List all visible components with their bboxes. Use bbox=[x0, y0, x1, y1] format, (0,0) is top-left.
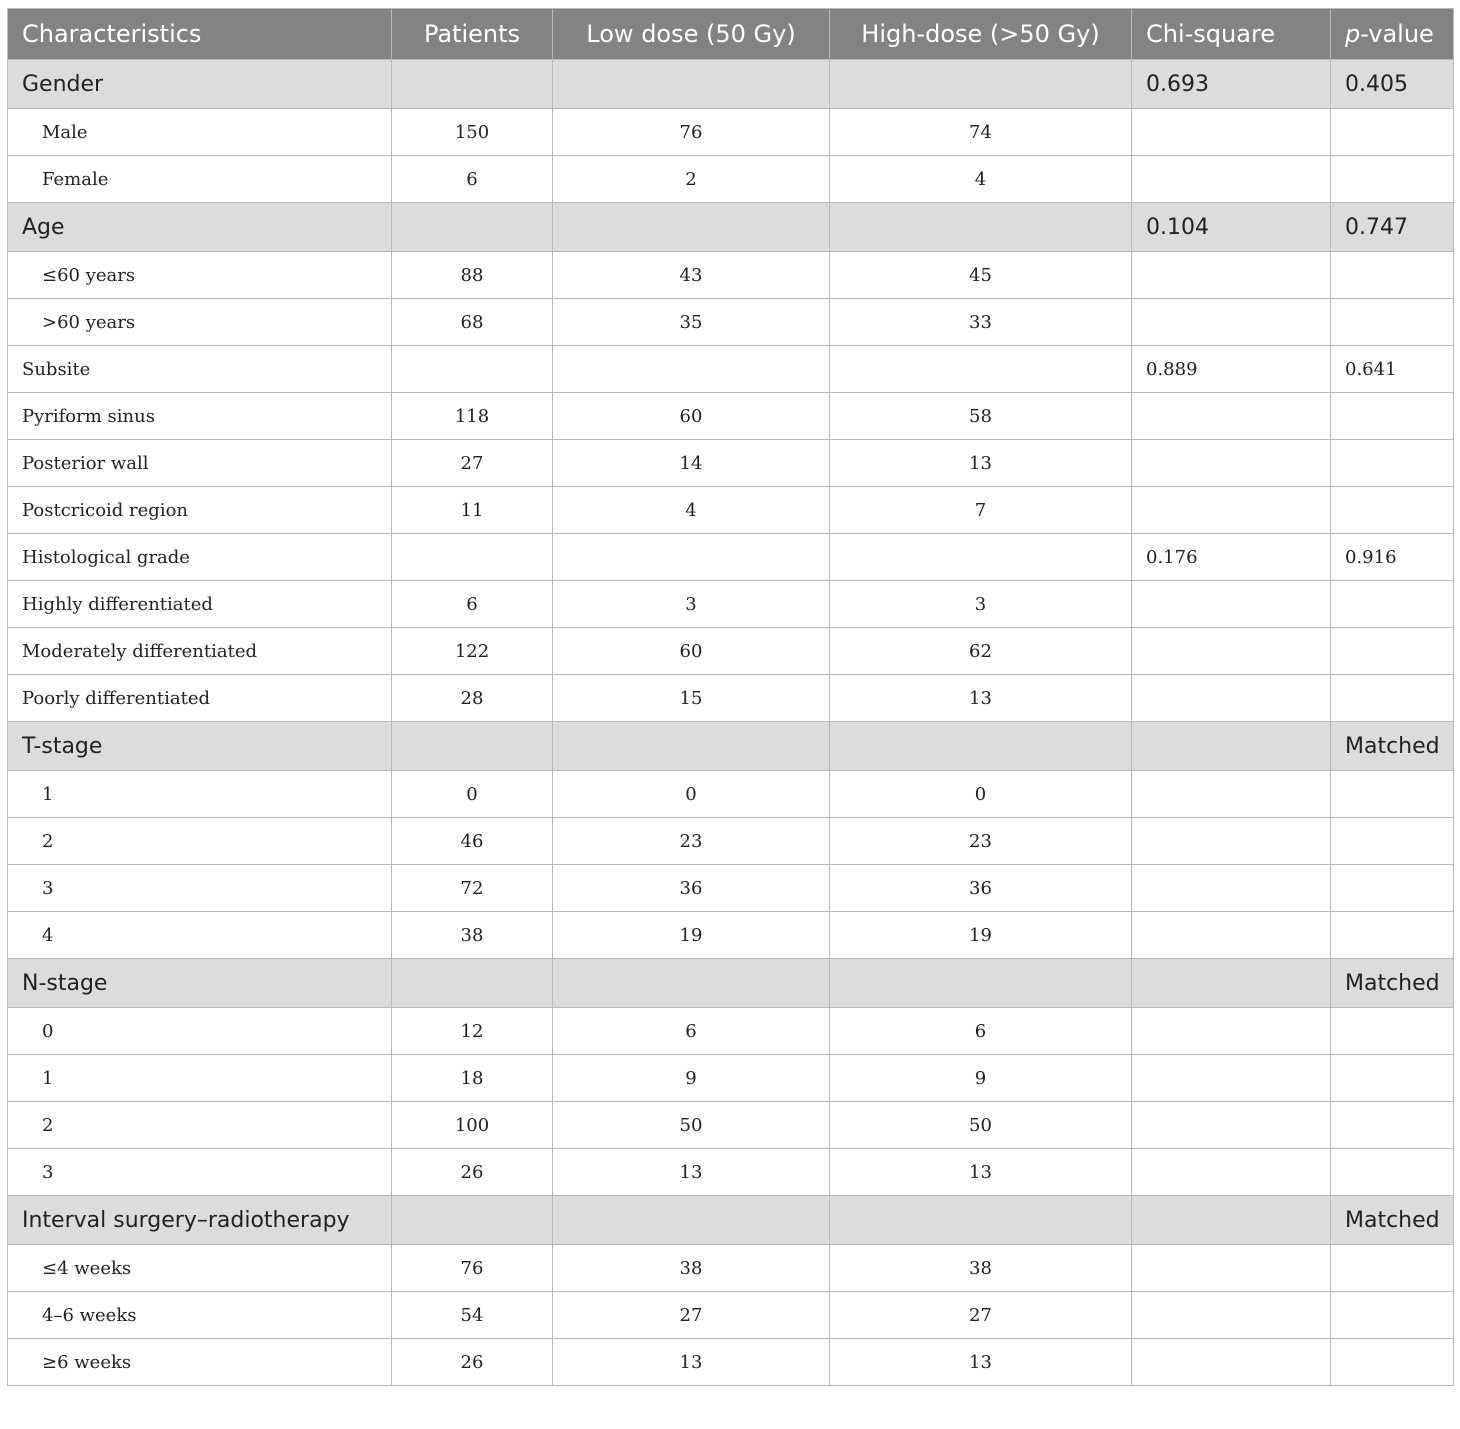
p-value-cell: Matched bbox=[1331, 959, 1454, 1008]
p-value-cell bbox=[1331, 628, 1454, 675]
high-dose-cell bbox=[830, 959, 1132, 1008]
high-dose-cell: 0 bbox=[830, 771, 1132, 818]
row-label: 3 bbox=[8, 865, 392, 912]
patients-cell: 0 bbox=[392, 771, 553, 818]
patients-cell bbox=[392, 534, 553, 581]
header-p-value bbox=[1331, 9, 1454, 60]
high-dose-cell: 36 bbox=[830, 865, 1132, 912]
patients-cell: 150 bbox=[392, 109, 553, 156]
header-patients: Patients bbox=[392, 9, 553, 60]
chi-square-cell bbox=[1132, 1102, 1331, 1149]
low-dose-cell bbox=[553, 722, 830, 771]
p-value-cell: 0.405 bbox=[1331, 60, 1454, 109]
chi-square-cell: 0.693 bbox=[1132, 60, 1331, 109]
high-dose-cell: 4 bbox=[830, 156, 1132, 203]
p-value-cell bbox=[1331, 912, 1454, 959]
patients-cell bbox=[392, 203, 553, 252]
table-row bbox=[8, 1055, 1454, 1102]
row-label: Postcricoid region bbox=[8, 487, 392, 534]
table-row bbox=[8, 299, 1454, 346]
high-dose-cell: 33 bbox=[830, 299, 1132, 346]
p-value-cell: 0.747 bbox=[1331, 203, 1454, 252]
p-value-cell bbox=[1331, 675, 1454, 722]
category-label: N-stage bbox=[8, 959, 392, 1008]
patients-cell: 46 bbox=[392, 818, 553, 865]
table-row bbox=[8, 156, 1454, 203]
p-value-cell bbox=[1331, 771, 1454, 818]
chi-square-cell bbox=[1132, 156, 1331, 203]
p-value-cell bbox=[1331, 109, 1454, 156]
low-dose-cell: 15 bbox=[553, 675, 830, 722]
table-row bbox=[8, 865, 1454, 912]
category-row bbox=[8, 60, 1454, 109]
table-row bbox=[8, 771, 1454, 818]
header-high-dose: High-dose (>50 Gy) bbox=[830, 9, 1132, 60]
row-label: Highly differentiated bbox=[8, 581, 392, 628]
high-dose-cell bbox=[830, 1196, 1132, 1245]
patients-cell: 11 bbox=[392, 487, 553, 534]
chi-square-cell bbox=[1132, 1196, 1331, 1245]
category-label: T-stage bbox=[8, 722, 392, 771]
patients-cell: 6 bbox=[392, 581, 553, 628]
p-value-cell bbox=[1331, 1149, 1454, 1196]
table-row bbox=[8, 818, 1454, 865]
patients-cell: 54 bbox=[392, 1292, 553, 1339]
high-dose-cell: 58 bbox=[830, 393, 1132, 440]
chi-square-cell: 0.889 bbox=[1132, 346, 1331, 393]
low-dose-cell: 23 bbox=[553, 818, 830, 865]
row-label: 4 bbox=[8, 912, 392, 959]
patients-cell bbox=[392, 60, 553, 109]
row-label: 2 bbox=[8, 818, 392, 865]
p-value-cell bbox=[1331, 581, 1454, 628]
row-label: Female bbox=[8, 156, 392, 203]
chi-square-cell bbox=[1132, 299, 1331, 346]
row-label: Poorly differentiated bbox=[8, 675, 392, 722]
header-chi-square: Chi-square bbox=[1132, 9, 1331, 60]
high-dose-cell: 23 bbox=[830, 818, 1132, 865]
patients-cell bbox=[392, 959, 553, 1008]
high-dose-cell: 3 bbox=[830, 581, 1132, 628]
p-value-cell bbox=[1331, 393, 1454, 440]
low-dose-cell bbox=[553, 534, 830, 581]
high-dose-cell: 13 bbox=[830, 1339, 1132, 1386]
table-row bbox=[8, 1339, 1454, 1386]
p-value-cell bbox=[1331, 1339, 1454, 1386]
p-value-cell: 0.641 bbox=[1331, 346, 1454, 393]
row-label: ≤60 years bbox=[8, 252, 392, 299]
table-row bbox=[8, 675, 1454, 722]
patients-cell bbox=[392, 722, 553, 771]
patients-cell: 6 bbox=[392, 156, 553, 203]
high-dose-cell: 62 bbox=[830, 628, 1132, 675]
chi-square-cell bbox=[1132, 865, 1331, 912]
low-dose-cell: 0 bbox=[553, 771, 830, 818]
category-row bbox=[8, 722, 1454, 771]
patients-cell: 72 bbox=[392, 865, 553, 912]
chi-square-cell bbox=[1132, 959, 1331, 1008]
patients-cell bbox=[392, 1196, 553, 1245]
high-dose-cell bbox=[830, 60, 1132, 109]
p-value-cell bbox=[1331, 1292, 1454, 1339]
row-label: ≥6 weeks bbox=[8, 1339, 392, 1386]
high-dose-cell: 6 bbox=[830, 1008, 1132, 1055]
header-row bbox=[8, 9, 1454, 60]
table-row bbox=[8, 393, 1454, 440]
patients-cell: 26 bbox=[392, 1339, 553, 1386]
chi-square-cell bbox=[1132, 771, 1331, 818]
table-row bbox=[8, 1292, 1454, 1339]
chi-square-cell bbox=[1132, 1008, 1331, 1055]
high-dose-cell: 13 bbox=[830, 675, 1132, 722]
chi-square-cell bbox=[1132, 912, 1331, 959]
p-value-cell bbox=[1331, 156, 1454, 203]
low-dose-cell bbox=[553, 346, 830, 393]
p-value-cell bbox=[1331, 1102, 1454, 1149]
low-dose-cell: 27 bbox=[553, 1292, 830, 1339]
row-label: 1 bbox=[8, 1055, 392, 1102]
low-dose-cell: 13 bbox=[553, 1339, 830, 1386]
category-label: Interval surgery–radiotherapy bbox=[8, 1196, 392, 1245]
low-dose-cell: 2 bbox=[553, 156, 830, 203]
chi-square-cell bbox=[1132, 818, 1331, 865]
low-dose-cell: 60 bbox=[553, 628, 830, 675]
patients-cell: 100 bbox=[392, 1102, 553, 1149]
category-label: Age bbox=[8, 203, 392, 252]
patients-cell: 118 bbox=[392, 393, 553, 440]
table-row bbox=[8, 1149, 1454, 1196]
table-row bbox=[8, 1245, 1454, 1292]
high-dose-cell: 9 bbox=[830, 1055, 1132, 1102]
patients-cell: 88 bbox=[392, 252, 553, 299]
high-dose-cell: 19 bbox=[830, 912, 1132, 959]
row-label: Posterior wall bbox=[8, 440, 392, 487]
chi-square-cell bbox=[1132, 1339, 1331, 1386]
low-dose-cell bbox=[553, 1196, 830, 1245]
low-dose-cell: 4 bbox=[553, 487, 830, 534]
patients-cell: 18 bbox=[392, 1055, 553, 1102]
chi-square-cell bbox=[1132, 1292, 1331, 1339]
high-dose-cell bbox=[830, 346, 1132, 393]
row-label: Histological grade bbox=[8, 534, 392, 581]
p-value-cell bbox=[1331, 1055, 1454, 1102]
high-dose-cell: 13 bbox=[830, 440, 1132, 487]
chi-square-cell: 0.104 bbox=[1132, 203, 1331, 252]
p-value-cell bbox=[1331, 252, 1454, 299]
patients-cell bbox=[392, 346, 553, 393]
table-row bbox=[8, 534, 1454, 581]
low-dose-cell: 13 bbox=[553, 1149, 830, 1196]
low-dose-cell: 43 bbox=[553, 252, 830, 299]
row-label: 4–6 weeks bbox=[8, 1292, 392, 1339]
chi-square-cell bbox=[1132, 628, 1331, 675]
category-row bbox=[8, 1196, 1454, 1245]
chi-square-cell bbox=[1132, 487, 1331, 534]
low-dose-cell: 14 bbox=[553, 440, 830, 487]
chi-square-cell bbox=[1132, 109, 1331, 156]
high-dose-cell bbox=[830, 722, 1132, 771]
patients-cell: 68 bbox=[392, 299, 553, 346]
patients-cell: 76 bbox=[392, 1245, 553, 1292]
low-dose-cell: 38 bbox=[553, 1245, 830, 1292]
category-row bbox=[8, 959, 1454, 1008]
p-value-cell bbox=[1331, 1008, 1454, 1055]
patients-cell: 38 bbox=[392, 912, 553, 959]
chi-square-cell bbox=[1132, 1055, 1331, 1102]
table-row bbox=[8, 912, 1454, 959]
chi-square-cell bbox=[1132, 252, 1331, 299]
table-row bbox=[8, 1102, 1454, 1149]
high-dose-cell bbox=[830, 203, 1132, 252]
table-row bbox=[8, 628, 1454, 675]
patients-cell: 12 bbox=[392, 1008, 553, 1055]
p-value-cell bbox=[1331, 1245, 1454, 1292]
high-dose-cell: 27 bbox=[830, 1292, 1132, 1339]
low-dose-cell bbox=[553, 203, 830, 252]
category-row bbox=[8, 203, 1454, 252]
header-characteristics: Characteristics bbox=[8, 9, 392, 60]
row-label: Male bbox=[8, 109, 392, 156]
p-value-cell bbox=[1331, 865, 1454, 912]
low-dose-cell bbox=[553, 959, 830, 1008]
high-dose-cell: 13 bbox=[830, 1149, 1132, 1196]
row-label: 1 bbox=[8, 771, 392, 818]
low-dose-cell: 50 bbox=[553, 1102, 830, 1149]
low-dose-cell: 35 bbox=[553, 299, 830, 346]
chi-square-cell bbox=[1132, 393, 1331, 440]
low-dose-cell: 36 bbox=[553, 865, 830, 912]
row-label: Pyriform sinus bbox=[8, 393, 392, 440]
low-dose-cell: 9 bbox=[553, 1055, 830, 1102]
high-dose-cell bbox=[830, 534, 1132, 581]
row-label: 0 bbox=[8, 1008, 392, 1055]
patients-cell: 26 bbox=[392, 1149, 553, 1196]
row-label: Subsite bbox=[8, 346, 392, 393]
table-row bbox=[8, 346, 1454, 393]
low-dose-cell: 6 bbox=[553, 1008, 830, 1055]
p-value-cell bbox=[1331, 299, 1454, 346]
category-label: Gender bbox=[8, 60, 392, 109]
high-dose-cell: 45 bbox=[830, 252, 1132, 299]
high-dose-cell: 7 bbox=[830, 487, 1132, 534]
chi-square-cell bbox=[1132, 1245, 1331, 1292]
table-row bbox=[8, 440, 1454, 487]
low-dose-cell: 76 bbox=[553, 109, 830, 156]
table-row bbox=[8, 487, 1454, 534]
p-value-cell bbox=[1331, 818, 1454, 865]
high-dose-cell: 50 bbox=[830, 1102, 1132, 1149]
row-label: 2 bbox=[8, 1102, 392, 1149]
p-value-cell: 0.916 bbox=[1331, 534, 1454, 581]
header-low-dose: Low dose (50 Gy) bbox=[553, 9, 830, 60]
row-label: Moderately differentiated bbox=[8, 628, 392, 675]
row-label: >60 years bbox=[8, 299, 392, 346]
low-dose-cell: 19 bbox=[553, 912, 830, 959]
table-row bbox=[8, 252, 1454, 299]
chi-square-cell bbox=[1132, 722, 1331, 771]
high-dose-cell: 74 bbox=[830, 109, 1132, 156]
p-value-cell bbox=[1331, 487, 1454, 534]
chi-square-cell bbox=[1132, 581, 1331, 628]
table-row bbox=[8, 1008, 1454, 1055]
chi-square-cell bbox=[1132, 440, 1331, 487]
chi-square-cell: 0.176 bbox=[1132, 534, 1331, 581]
p-value-cell: Matched bbox=[1331, 1196, 1454, 1245]
table-row bbox=[8, 581, 1454, 628]
p-value-cell: Matched bbox=[1331, 722, 1454, 771]
header-p-italic: p bbox=[1345, 20, 1361, 48]
row-label: 3 bbox=[8, 1149, 392, 1196]
patients-cell: 122 bbox=[392, 628, 553, 675]
chi-square-cell bbox=[1132, 1149, 1331, 1196]
low-dose-cell bbox=[553, 60, 830, 109]
patients-cell: 27 bbox=[392, 440, 553, 487]
chi-square-cell bbox=[1132, 675, 1331, 722]
low-dose-cell: 3 bbox=[553, 581, 830, 628]
row-label: ≤4 weeks bbox=[8, 1245, 392, 1292]
low-dose-cell: 60 bbox=[553, 393, 830, 440]
high-dose-cell: 38 bbox=[830, 1245, 1132, 1292]
header-p-rest: -value bbox=[1360, 20, 1434, 48]
characteristics-table bbox=[7, 8, 1454, 1386]
patients-cell: 28 bbox=[392, 675, 553, 722]
table-row bbox=[8, 109, 1454, 156]
p-value-cell bbox=[1331, 440, 1454, 487]
